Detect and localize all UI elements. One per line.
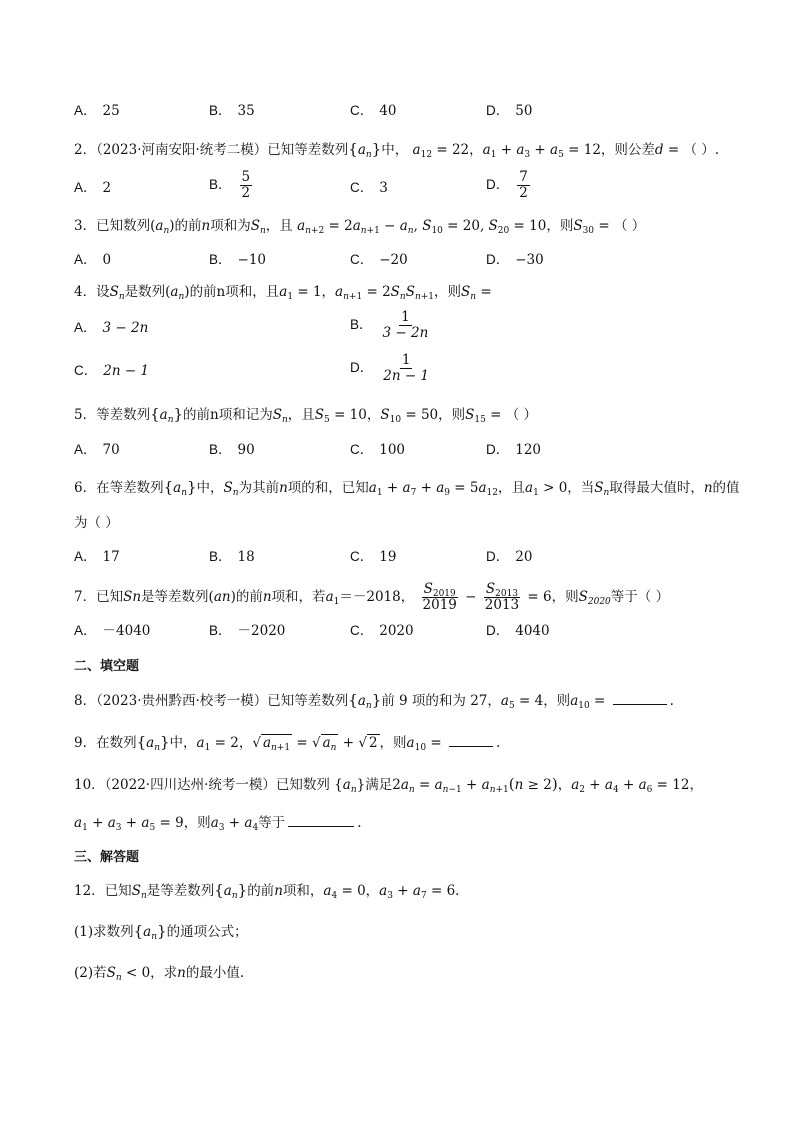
q5-stem: 5．等差数列$\{a_n\}$的前n项和记为$S_n$，且$S_5 = 10$，$S_{10} = 50$，则$S_{15}$ = （ ） — [74, 405, 538, 425]
q7-options — [74, 621, 754, 651]
q4-options-row2 — [74, 352, 754, 391]
q1-option-a[interactable]: A． 25 — [74, 103, 120, 119]
q6-option-d[interactable]: D． 20 — [486, 549, 533, 565]
q7-stem: 7．已知Sn是等差数列(an)的前n项和，若$a_1=-2018$， $\frac{S_{2019}}{2019}$ − $\frac{S_{2013}}{2013}$ = 6，则$S_{2020}$等于（ ） — [74, 581, 670, 613]
q10-stem-line1: 10．（2022·四川达州·统考一模）已知数列 $\{a_n\}$满足$2a_n = a_{n-1} + a_{n+1}(n \ge 2)$，$a_2 + a_4 + a_6 = 12$， — [74, 775, 703, 795]
q5-option-b[interactable]: B． 90 — [209, 442, 255, 458]
fraction: $\frac{S_{2013}}{2013}$ — [484, 581, 520, 613]
fraction: $\frac{1}{2n - 1}$ — [383, 352, 430, 384]
q7-option-c[interactable]: C． 2020 — [350, 623, 414, 639]
q2-stem: 2．（2023·河南安阳·统考二模）已知等差数列$\{a_n\}$中， $a_{12} = 22$，$a_1 + a_3 + a_5 = 12$，则公差d = （ ）. — [74, 140, 720, 160]
q4-stem: 4．设$S_n$是数列$(a_n)$的前n项和，且$a_1 = 1$，$a_{n+1} = 2S_nS_{n+1}$，则$S_n$ = — [74, 284, 492, 302]
fraction: $\frac{5}{2}$ — [241, 169, 251, 201]
q2-option-c[interactable]: C． 3 — [350, 180, 388, 196]
q2-options — [74, 169, 754, 208]
q7-option-b[interactable]: B． －2020 — [209, 623, 286, 639]
q3-option-d[interactable]: D． −30 — [486, 252, 544, 268]
q3-option-c[interactable]: C． −20 — [350, 252, 408, 268]
q3-option-b[interactable]: B． −10 — [209, 252, 267, 268]
q1-option-b[interactable]: B． 35 — [209, 103, 255, 119]
q5-option-a[interactable]: A． 70 — [74, 442, 120, 458]
q7-option-d[interactable]: D． 4040 — [486, 623, 550, 639]
q3-stem: 3．已知数列$(a_n)$的前n项和为$S_n$，且 $a_{n+2} = 2a_{n+1} - a_n$, $S_{10} = 20$, $S_{20} = 10$，则$S_{30}$ = （ ） — [74, 218, 646, 236]
q4-options-row1 — [74, 309, 754, 348]
q12-part1: (1)求数列$\{a_n\}$的通项公式； — [74, 922, 248, 942]
q12-stem: 12．已知$S_n$是等差数列$\{a_n\}$的前n项和，$a_4 = 0$，$a_3 + a_7 = 6$. — [74, 881, 460, 901]
q1-option-d[interactable]: D． 50 — [486, 103, 533, 119]
q4-option-d[interactable]: D． $\frac{1}{2n - 1}$ — [350, 352, 430, 384]
q5-option-d[interactable]: D． 120 — [486, 442, 542, 458]
q1-options — [74, 101, 754, 131]
q4-option-b[interactable]: B． $\frac{1}{3 - 2n}$ — [350, 309, 429, 341]
q6-option-c[interactable]: C． 19 — [350, 549, 397, 565]
q6-options — [74, 547, 754, 577]
q6-option-a[interactable]: A． 17 — [74, 549, 120, 565]
q6-stem-line2: 为（ ） — [74, 515, 119, 531]
fraction: $\frac{S_{2019}}{2019}$ — [422, 581, 457, 613]
q2-option-b[interactable]: B． $\frac{5}{2}$ — [209, 169, 251, 201]
q7-option-a[interactable]: A． －4040 — [74, 623, 151, 639]
q8-stem: 8．（2023·贵州黔西·校考一模）已知等差数列$\{a_n\}$前 9 项的和为 27，$a_5 = 4$，则$a_{10}$ = . — [74, 691, 674, 711]
fraction: $\frac{1}{3 - 2n}$ — [382, 309, 429, 341]
q3-option-a[interactable]: A． 0 — [74, 252, 112, 268]
section-solution-title: 三、解答题 — [74, 849, 140, 864]
q6-stem-line1: 6．在等差数列$\{a_n\}$中，$S_n$为其前n项的和，已知$a_1 + a_7 + a_9 = 5a_{12}$，且$a_1 > 0$，当$S_n$取得最大值时，n的值 — [74, 478, 740, 498]
q5-options — [74, 440, 754, 470]
q4-option-a[interactable]: A． 3 − 2n — [74, 320, 149, 336]
q9-stem: 9．在数列$\{a_n\}$中，$a_1 = 2$，√ $a_{n+1}$ = √ $a_n$ + √ 2 ，则$a_{10}$ = . — [74, 733, 501, 753]
q3-options — [74, 250, 754, 280]
q1-option-c[interactable]: C． 40 — [350, 103, 397, 119]
q10-stem-line2: $a_1 + a_3 + a_5 = 9$，则$a_3 + a_4$等于 . — [74, 812, 754, 833]
q10-answer-blank[interactable] — [288, 812, 354, 827]
q4-option-c[interactable]: C． 2n − 1 — [74, 363, 150, 379]
q6-option-b[interactable]: B． 18 — [209, 549, 255, 565]
q2-option-a[interactable]: A． 2 — [74, 180, 112, 196]
q8-answer-blank[interactable] — [613, 690, 667, 705]
q5-option-c[interactable]: C． 100 — [350, 442, 406, 458]
q9-answer-blank[interactable] — [449, 732, 493, 747]
q2-option-d[interactable]: D． $\frac{7}{2}$ — [486, 169, 528, 201]
q12-part2: (2)若$S_n < 0$，求n的最小值. — [74, 965, 245, 983]
section-fill-in-title: 二、填空题 — [74, 658, 140, 673]
fraction: $\frac{7}{2}$ — [519, 169, 528, 201]
